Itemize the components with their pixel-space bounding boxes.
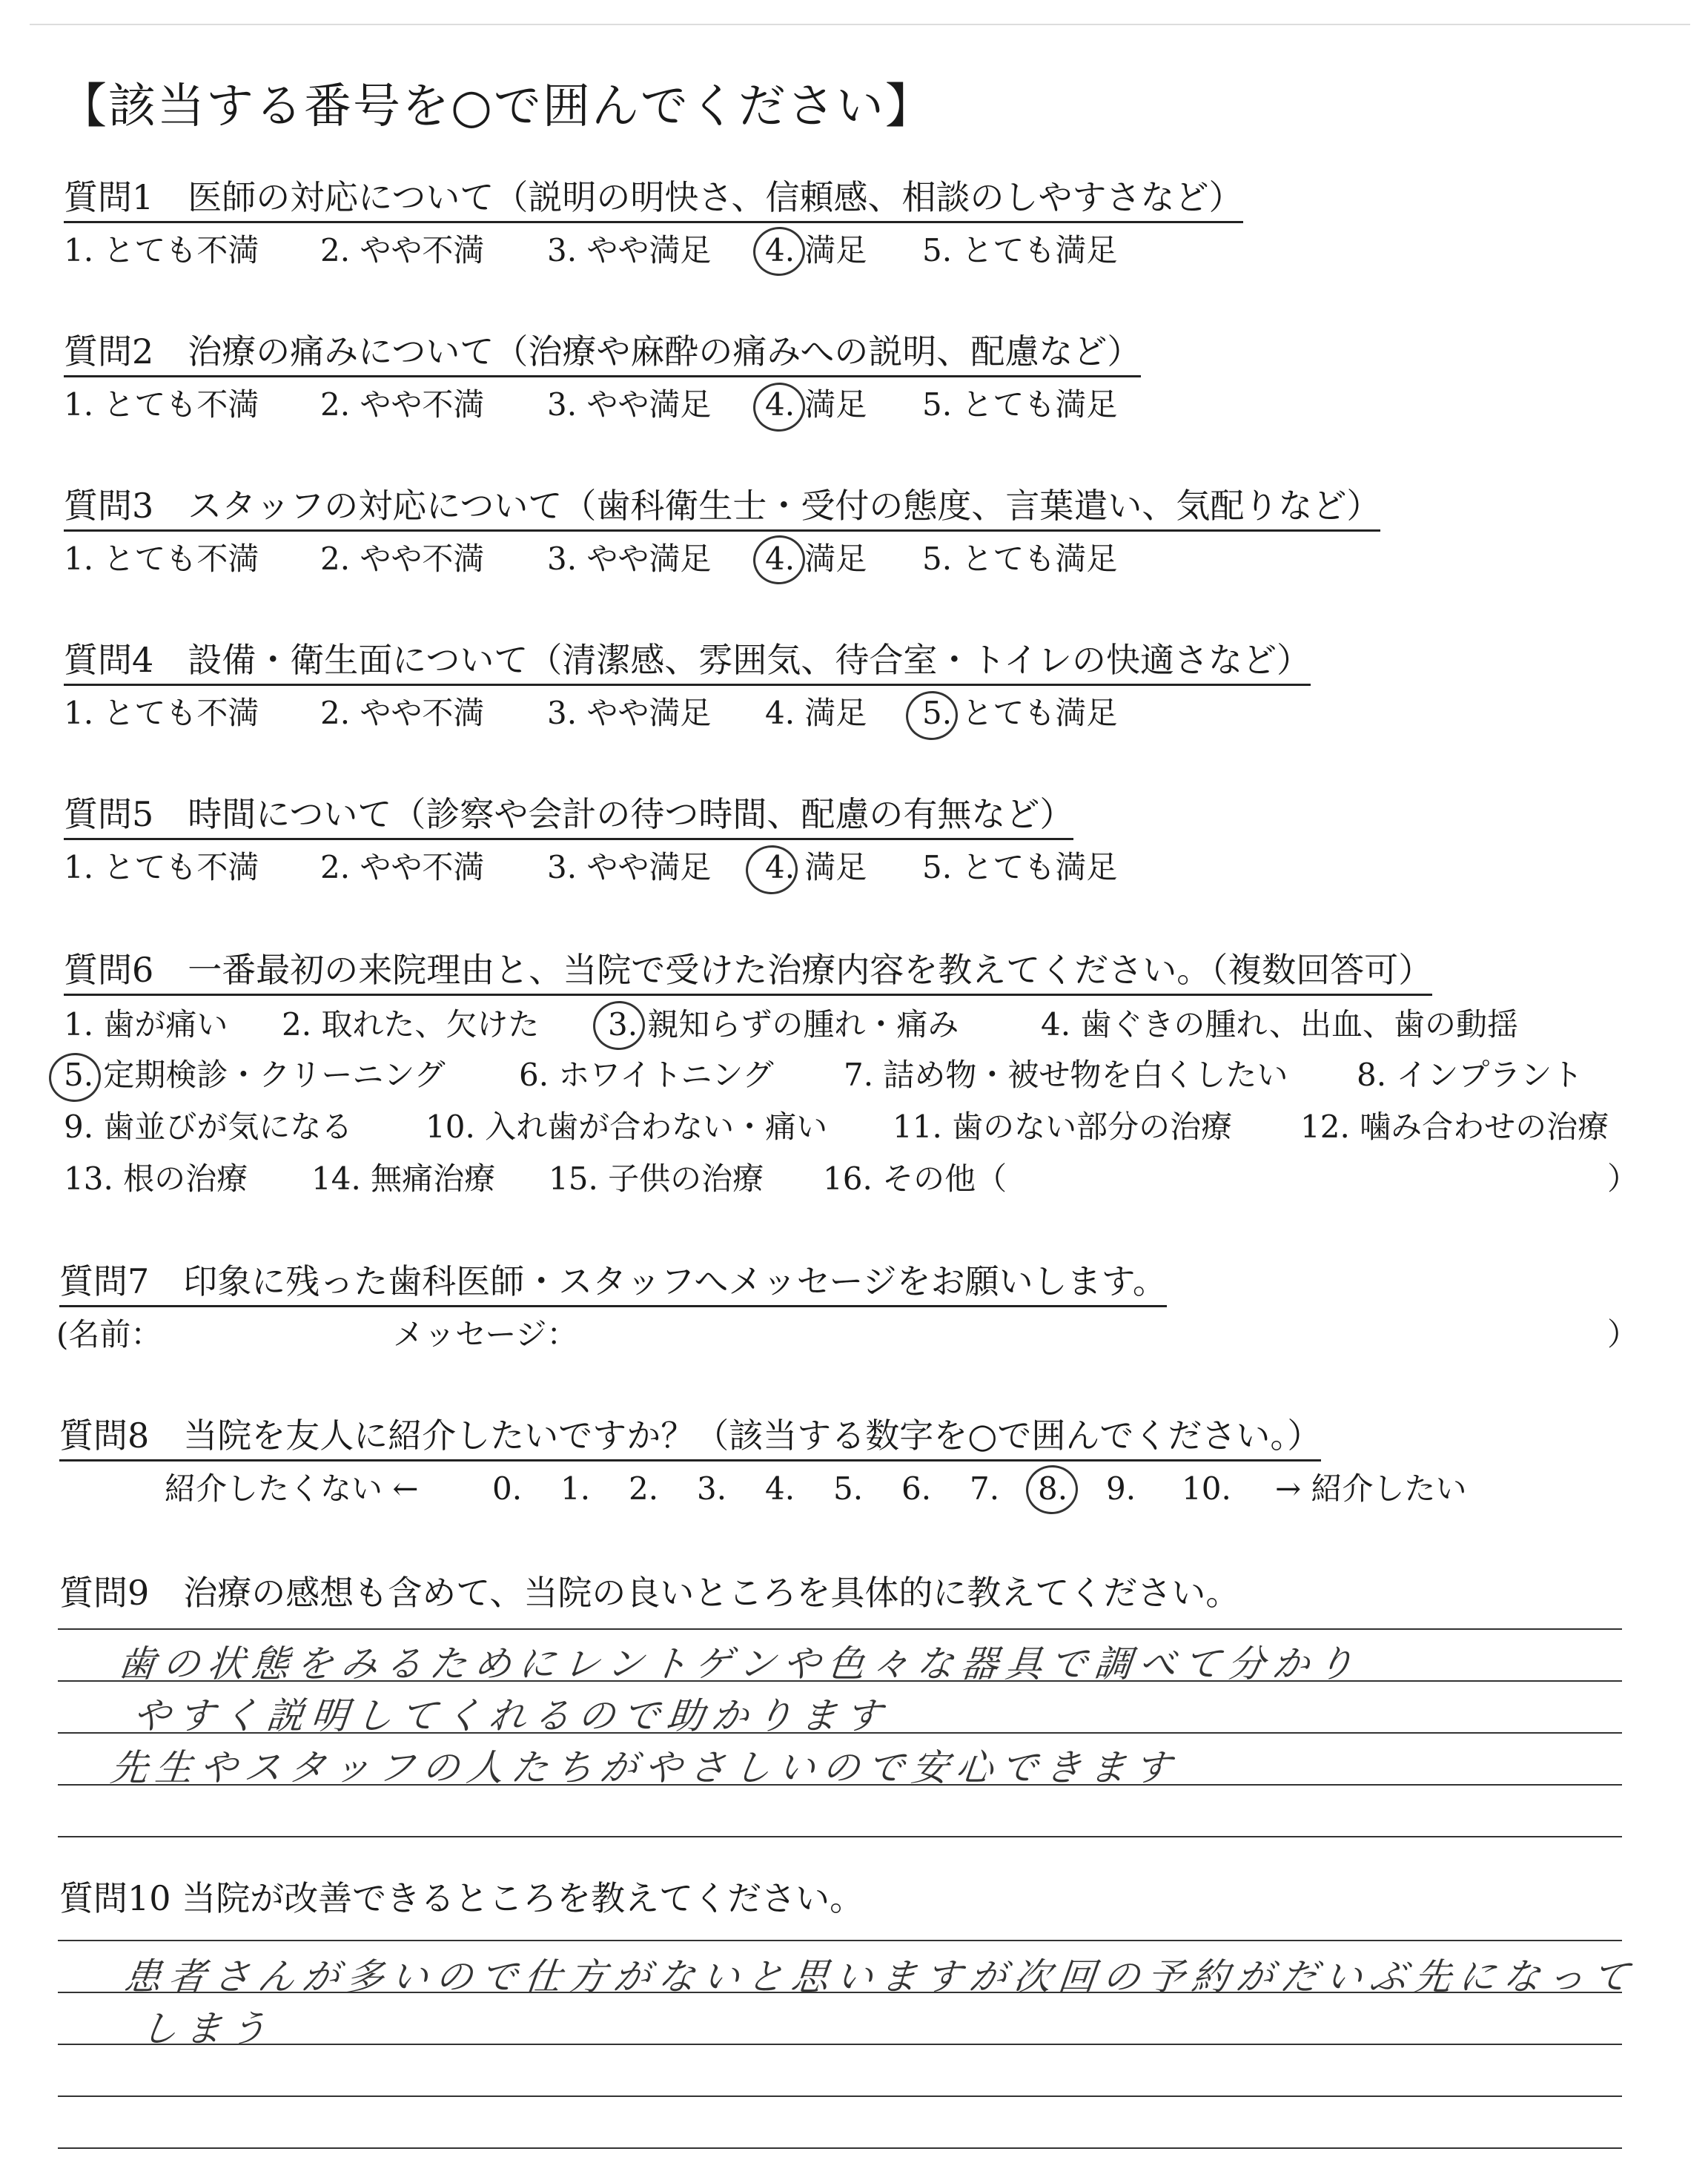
q3-title: 質問3 スタッフの対応について（歯科衛生士・受付の態度、言葉遣い、気配りなど） xyxy=(64,483,1380,532)
q5-option-3[interactable]: 3. やや満足 xyxy=(547,849,712,885)
q8-scale-4[interactable]: 4. xyxy=(765,1470,795,1507)
q9-handwritten-1: 歯の状態をみるためにレントゲンや色々な器具で調べて分かり xyxy=(116,1642,1364,1685)
q6-option-10[interactable]: 10. 入れ歯が合わない・痛い xyxy=(426,1109,828,1145)
q2-option-4[interactable]: 4. 満足 xyxy=(765,386,867,423)
q4-title: 質問4 設備・衛生面について（清潔感、雰囲気、待合室・トイレの快適さなど） xyxy=(64,638,1311,686)
q6-option-14[interactable]: 14. 無痛治療 xyxy=(311,1160,496,1197)
q10-answer-line-4 xyxy=(58,2095,1622,2097)
q1-option-1[interactable]: 1. とても不満 xyxy=(64,232,259,268)
q8-title: 質問8 当院を友人に紹介したいですか？（該当する数字を○で囲んでください。） xyxy=(59,1413,1321,1462)
q8-selection-circle xyxy=(1023,1462,1082,1517)
q3-option-2[interactable]: 2. やや不満 xyxy=(320,541,485,577)
q8-scale-5[interactable]: 5. xyxy=(833,1470,864,1507)
q5-option-4[interactable]: 4. 満足 xyxy=(765,849,867,885)
q4-option-1[interactable]: 1. とても不満 xyxy=(64,695,259,731)
q6-option-11[interactable]: 11. 歯のない部分の治療 xyxy=(893,1109,1233,1145)
q2-option-2[interactable]: 2. やや不満 xyxy=(320,386,485,423)
q7-close: ） xyxy=(1607,1316,1639,1353)
q9-title: 質問9 治療の感想も含めて、当院の良いところを具体的に教えてください。 xyxy=(59,1573,1240,1613)
q6-title: 質問6 一番最初の来院理由と、当院で受けた治療内容を教えてください。（複数回答可） xyxy=(64,948,1432,996)
q4-option-4[interactable]: 4. 満足 xyxy=(765,695,867,731)
q6-other-close: ） xyxy=(1607,1160,1639,1197)
q2-title: 質問2 治療の痛みについて（治療や麻酔の痛みへの説明、配慮など） xyxy=(64,329,1141,377)
q9-answer-line-1 xyxy=(58,1628,1622,1630)
q7-message-label: メッセージ： xyxy=(393,1316,578,1353)
q7-title: 質問7 印象に残った歯科医師・スタッフへメッセージをお願いします。 xyxy=(59,1259,1167,1307)
q6-option-1[interactable]: 1. 歯が痛い xyxy=(64,1006,228,1043)
q4-option-2[interactable]: 2. やや不満 xyxy=(320,695,485,731)
q8-scale-6[interactable]: 6. xyxy=(901,1470,932,1507)
q8-scale-1[interactable]: 1. xyxy=(560,1470,591,1507)
q6-option-5[interactable]: 5. 定期検診・クリーニング xyxy=(64,1057,446,1093)
q1-option-4[interactable]: 4. 満足 xyxy=(765,232,867,268)
q8-scale-2[interactable]: 2. xyxy=(629,1470,659,1507)
q5-option-5[interactable]: 5. とても満足 xyxy=(922,849,1118,885)
q10-handwritten-1: 患者さんが多いので仕方がないと思いますが次回の予約がだいぶ先になって xyxy=(122,1955,1639,1998)
q2-option-1[interactable]: 1. とても不満 xyxy=(64,386,259,423)
q10-title: 質問10 当院が改善できるところを教えてください。 xyxy=(59,1878,864,1918)
q3-option-1[interactable]: 1. とても不満 xyxy=(64,541,259,577)
q9-answer-line-5 xyxy=(58,1836,1622,1837)
q5-title: 質問5 時間について（診察や会計の待つ時間、配慮の有無など） xyxy=(64,792,1073,840)
q6-option-16[interactable]: 16. その他（ xyxy=(823,1160,1007,1197)
page-header: 【該当する番号を○で囲んでください】 xyxy=(59,79,934,134)
q2-option-5[interactable]: 5. とても満足 xyxy=(922,386,1118,423)
q1-option-3[interactable]: 3. やや満足 xyxy=(547,232,712,268)
q1-title: 質問1 医師の対応について（説明の明快さ、信頼感、相談のしやすさなど） xyxy=(64,175,1243,223)
q6-option-7[interactable]: 7. 詰め物・被せ物を白くしたい xyxy=(844,1057,1288,1093)
q8-scale-3[interactable]: 3. xyxy=(697,1470,727,1507)
q6-option-8[interactable]: 8. インプラント xyxy=(1357,1057,1583,1093)
q6-option-3[interactable]: 3. 親知らずの腫れ・痛み xyxy=(608,1006,959,1043)
q5-option-1[interactable]: 1. とても不満 xyxy=(64,849,259,885)
q6-option-2[interactable]: 2. 取れた、欠けた xyxy=(282,1006,540,1043)
q8-scale-10[interactable]: 10. xyxy=(1182,1470,1231,1507)
q6-option-13[interactable]: 13. 根の治療 xyxy=(64,1160,248,1197)
q8-right-label: → 紹介したい xyxy=(1275,1470,1467,1507)
q9-handwritten-2: やすく説明してくれるので助かります xyxy=(130,1694,892,1737)
q3-option-5[interactable]: 5. とても満足 xyxy=(922,541,1118,577)
q6-option-12[interactable]: 12. 噛み合わせの治療 xyxy=(1300,1109,1609,1145)
scan-edge-line xyxy=(30,24,1690,25)
q8-scale-0[interactable]: 0. xyxy=(492,1470,523,1507)
q1-option-2[interactable]: 2. やや不満 xyxy=(320,232,485,268)
q8-scale-9[interactable]: 9. xyxy=(1106,1470,1136,1507)
q4-option-5[interactable]: 5. とても満足 xyxy=(922,695,1118,731)
q10-answer-line-3 xyxy=(58,2044,1622,2045)
q6-option-4[interactable]: 4. 歯ぐきの腫れ、出血、歯の動揺 xyxy=(1041,1006,1518,1043)
q1-option-5[interactable]: 5. とても満足 xyxy=(922,232,1118,268)
q9-handwritten-3: 先生やスタッフの人たちがやさしいので安心できます xyxy=(108,1746,1181,1789)
q10-answer-line-1 xyxy=(58,1940,1622,1941)
q6-option-6[interactable]: 6. ホワイトニング xyxy=(519,1057,774,1093)
q6-option-9[interactable]: 9. 歯並びが気になる xyxy=(64,1109,353,1145)
q3-option-4[interactable]: 4. 満足 xyxy=(765,541,867,577)
q8-scale-8[interactable]: 8. xyxy=(1038,1470,1068,1507)
q5-option-2[interactable]: 2. やや不満 xyxy=(320,849,485,885)
q4-option-3[interactable]: 3. やや満足 xyxy=(547,695,712,731)
q10-handwritten-2: しまう xyxy=(138,2007,277,2050)
q3-option-3[interactable]: 3. やや満足 xyxy=(547,541,712,577)
q6-option-15[interactable]: 15. 子供の治療 xyxy=(549,1160,764,1197)
q8-left-label: 紹介したくない ← xyxy=(165,1470,419,1507)
q8-scale-7[interactable]: 7. xyxy=(970,1470,1000,1507)
q2-option-3[interactable]: 3. やや満足 xyxy=(547,386,712,423)
q7-name-label: (名前： xyxy=(56,1316,162,1353)
q10-answer-line-5 xyxy=(58,2147,1622,2149)
